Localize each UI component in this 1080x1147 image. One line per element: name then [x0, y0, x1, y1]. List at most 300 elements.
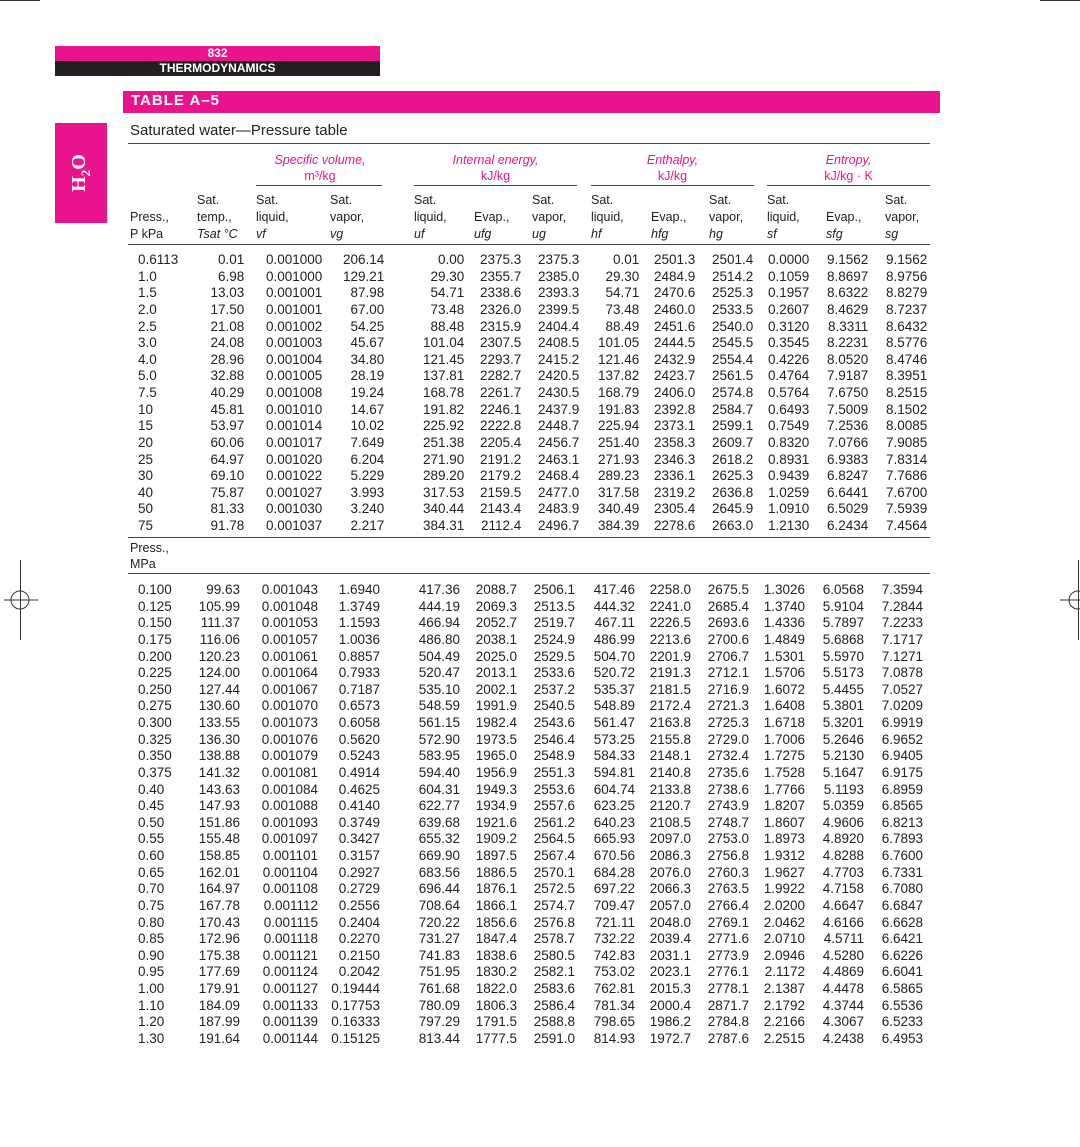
table-cell: 2545.5 — [712, 335, 754, 351]
table-cell: 721.11 — [594, 914, 635, 930]
table-row — [128, 452, 929, 469]
table-cell: 2554.4 — [712, 351, 754, 367]
table-cell: 2784.8 — [707, 1014, 749, 1030]
table-cell: 7.2536 — [827, 418, 869, 434]
table-cell: 138.88 — [198, 748, 240, 764]
table-cell: 2663.0 — [712, 518, 754, 533]
group-internal-energy — [414, 152, 577, 184]
table-cell: 2155.8 — [649, 731, 691, 747]
table-cell: 0.75 — [138, 897, 165, 913]
table-cell: 8.4629 — [827, 301, 869, 317]
table-cell: 2088.7 — [475, 582, 517, 597]
table-row — [128, 252, 929, 269]
group-title: Internal energy, — [452, 153, 539, 167]
table-cell: 720.22 — [418, 914, 460, 930]
table-cell: 6.8213 — [881, 814, 923, 830]
table-cell: 1956.9 — [475, 764, 517, 780]
table-cell: 2086.3 — [649, 848, 691, 863]
table-row — [128, 632, 925, 649]
table-cell: 548.89 — [593, 698, 635, 714]
table-row — [128, 732, 925, 749]
table-cell: 8.3311 — [828, 318, 869, 334]
table-cell: 0.001022 — [265, 468, 323, 484]
table-row — [128, 748, 925, 765]
table-cell: 444.32 — [593, 598, 635, 614]
table-cell: 0.8320 — [768, 434, 810, 450]
table-cell: 136.30 — [198, 731, 240, 747]
table-cell: 0.40 — [138, 781, 165, 797]
table-row — [128, 518, 929, 535]
table-cell: 0.001043 — [261, 582, 318, 597]
table-cell: 1856.6 — [475, 914, 517, 930]
table-cell: 5.2130 — [822, 748, 864, 764]
column-header-line: hg — [709, 227, 723, 241]
table-cell: 2483.9 — [538, 501, 580, 517]
table-cell: 69.10 — [210, 468, 245, 484]
table-label-bar — [123, 91, 940, 113]
table-cell: 1.7766 — [763, 781, 805, 797]
table-cell: 2133.8 — [649, 781, 691, 797]
table-cell: 7.9187 — [827, 368, 869, 384]
table-cell: 2778.1 — [707, 981, 749, 996]
table-cell: 2097.0 — [649, 831, 691, 847]
table-cell: 127.44 — [198, 681, 240, 697]
table-cell: 2599.1 — [712, 418, 754, 434]
table-cell: 1.0259 — [768, 484, 810, 500]
table-cell: 64.97 — [210, 451, 245, 467]
table-cell: 4.6166 — [822, 914, 864, 930]
table-cell: 2484.9 — [654, 268, 696, 284]
table-cell: 19.24 — [350, 385, 385, 400]
table-cell: 2.0 — [138, 301, 157, 317]
table-cell: 2567.4 — [533, 848, 575, 863]
table-cell: 7.4564 — [886, 518, 928, 533]
table-cell: 0.2042 — [338, 964, 380, 980]
table-cell: 2451.6 — [654, 318, 696, 334]
table-cell: 0.0000 — [768, 252, 810, 267]
table-cell: 5.3801 — [822, 698, 864, 714]
table-cell: 0.001053 — [261, 615, 318, 631]
table-cell: 2743.9 — [707, 798, 749, 814]
table-row — [128, 848, 925, 865]
table-cell: 1986.2 — [649, 1014, 691, 1030]
table-cell: 670.56 — [593, 848, 635, 863]
table-cell: 60.06 — [210, 434, 245, 450]
page-number: 832 — [55, 46, 380, 61]
table-cell: 7.0209 — [881, 698, 923, 714]
h2o-side-tab-label: $H_2O$ — [68, 154, 93, 192]
group-title: Entropy, — [825, 153, 872, 167]
table-cell: 2533.5 — [712, 301, 754, 317]
table-cell: 2582.1 — [533, 964, 575, 980]
table-cell: 251.38 — [423, 434, 465, 450]
table-cell: 2.217 — [350, 518, 385, 533]
table-cell: 2.2515 — [763, 1030, 805, 1046]
column-header-line: hfg — [651, 227, 669, 241]
table-cell: 0.2404 — [338, 914, 380, 930]
table-cell: 0.2729 — [338, 881, 380, 897]
table-cell: 0.001064 — [261, 665, 318, 681]
table-cell: 0.001073 — [261, 715, 318, 730]
table-cell: 2625.3 — [712, 468, 754, 484]
table-cell: 6.204 — [350, 451, 385, 467]
table-cell: 1.0 — [138, 268, 157, 284]
table-cell: 0.1059 — [768, 268, 810, 284]
table-cell: 1886.5 — [475, 864, 517, 880]
table-cell: 1838.6 — [475, 947, 517, 963]
table-cell: 1822.0 — [475, 981, 517, 996]
table-cell: 2336.1 — [654, 468, 696, 484]
table-cell: 1.8207 — [763, 798, 805, 814]
table-cell: 655.32 — [418, 831, 460, 847]
table-cell: 1.10 — [138, 997, 165, 1013]
column-header-line: liquid, — [591, 210, 624, 224]
table-cell: 2375.3 — [480, 252, 522, 267]
table-cell: 73.48 — [605, 301, 640, 317]
table-cell: 762.81 — [593, 981, 635, 996]
table-row — [128, 468, 929, 485]
table-cell: 206.14 — [343, 252, 385, 267]
table-cell: 2748.7 — [707, 814, 749, 830]
column-header-line: Sat. — [414, 193, 437, 207]
table-cell: 2444.5 — [654, 335, 696, 351]
table-cell: 2406.0 — [654, 385, 696, 400]
table-cell: 88.49 — [605, 318, 640, 334]
table-cell: 639.68 — [418, 814, 460, 830]
table-cell: 6.5233 — [881, 1014, 923, 1030]
table-cell: 0.001118 — [263, 931, 318, 947]
table-cell: 34.80 — [350, 351, 385, 367]
table-cell: 0.50 — [138, 814, 165, 830]
table-cell: 0.90 — [138, 947, 165, 963]
group-unit: kJ/kg — [657, 169, 688, 183]
table-cell: 6.5865 — [881, 981, 923, 996]
table-cell: 317.58 — [598, 484, 640, 500]
table-cell: 2716.9 — [707, 681, 749, 697]
table-cell: 2013.1 — [475, 665, 517, 681]
table-cell: 4.5711 — [823, 931, 864, 947]
table-cell: 2760.3 — [707, 864, 749, 880]
table-cell: 8.5776 — [886, 335, 928, 351]
table-cell: 29.30 — [605, 268, 640, 284]
table-cell: 0.001000 — [265, 252, 323, 267]
column-header-line: ug — [532, 227, 546, 241]
table-cell: 0.001017 — [265, 434, 323, 450]
table-cell: 504.49 — [418, 648, 460, 664]
table-cell: 101.05 — [598, 335, 640, 351]
table-cell: 130.60 — [198, 698, 240, 714]
table-cell: 665.93 — [593, 831, 635, 847]
table-row — [128, 319, 929, 336]
table-cell: 798.65 — [593, 1014, 635, 1030]
table-cell: 73.48 — [430, 301, 465, 317]
table-cell: 0.7549 — [768, 418, 810, 434]
table-cell: 6.7080 — [881, 881, 923, 897]
table-cell: 2513.5 — [533, 598, 575, 614]
group-entropy — [767, 152, 930, 184]
table-cell: 2315.9 — [480, 318, 522, 334]
table-cell: 0.8857 — [338, 648, 380, 664]
table-cell: 1934.9 — [475, 798, 517, 814]
table-cell: 0.2150 — [338, 947, 380, 963]
table-cell: 6.98 — [218, 268, 245, 284]
column-header-line: vg — [330, 227, 344, 241]
table-cell: 0.300 — [138, 715, 172, 730]
table-cell: 0.7933 — [338, 665, 380, 681]
table-cell: 2246.1 — [480, 401, 522, 417]
mpa-label-line2: MPa — [130, 557, 156, 571]
column-header-line: liquid, — [256, 210, 289, 224]
table-cell: 191.64 — [198, 1030, 240, 1046]
table-cell: 1.9627 — [763, 864, 805, 880]
table-cell: 572.90 — [418, 731, 460, 747]
table-cell: 2456.7 — [538, 434, 580, 450]
table-cell: 2540.0 — [712, 318, 754, 334]
table-cell: 28.19 — [350, 368, 385, 384]
table-cell: 669.90 — [418, 848, 460, 863]
table-cell: 0.01 — [218, 252, 245, 267]
table-cell: 2172.4 — [649, 698, 691, 714]
table-cell: 814.93 — [593, 1030, 635, 1046]
table-cell: 1.5706 — [763, 665, 805, 681]
table-cell: 168.78 — [423, 385, 465, 400]
table-cell: 2525.3 — [712, 285, 754, 301]
crop-mark-top-right — [1040, 0, 1080, 1]
table-cell: 251.40 — [598, 434, 640, 450]
table-cell: 4.5280 — [822, 947, 864, 963]
table-cell: 2773.9 — [707, 947, 749, 963]
table-cell: 0.2556 — [338, 897, 380, 913]
table-cell: 91.78 — [210, 518, 245, 533]
table-cell: 2076.0 — [649, 864, 691, 880]
table-row — [128, 831, 925, 848]
table-cell: 0.45 — [138, 798, 165, 814]
table-row — [128, 948, 925, 965]
table-cell: 7.649 — [350, 434, 385, 450]
table-row — [128, 915, 925, 932]
table-cell: 0.100 — [138, 582, 172, 597]
column-header-line: liquid, — [414, 210, 447, 224]
table-cell: 732.22 — [593, 931, 635, 947]
table-cell: 2282.7 — [480, 368, 522, 384]
table-cell: 0.001127 — [262, 981, 318, 996]
table-cell: 697.22 — [593, 881, 635, 897]
table-cell: 4.3067 — [822, 1014, 864, 1030]
table-cell: 8.9756 — [886, 268, 928, 284]
table-cell: 147.93 — [198, 798, 240, 814]
table-cell: 0.001121 — [262, 947, 318, 963]
table-cell: 3.993 — [350, 484, 385, 500]
mpa-label-line1: Press., — [130, 541, 169, 555]
group-rule — [591, 185, 754, 186]
table-cell: 0.7187 — [338, 681, 380, 697]
table-cell: 170.43 — [198, 914, 240, 930]
table-cell: 0.2270 — [338, 931, 380, 947]
table-cell: 5.3201 — [822, 715, 864, 730]
table-cell: 0.001003 — [265, 335, 323, 351]
table-cell: 6.8247 — [827, 468, 869, 484]
table-cell: 7.0527 — [881, 681, 923, 697]
table-cell: 741.83 — [418, 947, 460, 963]
table-cell: 25 — [138, 451, 154, 467]
group-unit: m³/kg — [304, 169, 336, 183]
table-cell: 158.85 — [198, 848, 240, 863]
table-cell: 1.6940 — [338, 582, 380, 597]
table-cell: 0.8931 — [768, 451, 810, 467]
table-cell: 2108.5 — [649, 814, 691, 830]
table-cell: 0.2927 — [338, 864, 380, 880]
table-cell: 6.5536 — [881, 997, 923, 1013]
table-cell: 15 — [138, 418, 154, 434]
table-row — [128, 582, 925, 599]
table-cell: 0.001079 — [261, 748, 318, 764]
table-cell: 2576.8 — [533, 914, 575, 930]
table-cell: 0.4140 — [338, 798, 380, 814]
table-cell: 604.74 — [593, 781, 635, 797]
table-cell: 8.8279 — [886, 285, 928, 301]
table-cell: 6.9652 — [881, 731, 923, 747]
table-cell: 2636.8 — [712, 484, 754, 500]
table-cell: 8.8697 — [827, 268, 869, 284]
table-cell: 2393.3 — [538, 285, 580, 301]
table-cell: 40.29 — [210, 385, 245, 400]
table-cell: 2766.4 — [707, 897, 749, 913]
table-cell: 2326.0 — [480, 301, 522, 317]
group-specific-volume — [256, 152, 384, 184]
table-cell: 6.2434 — [827, 518, 869, 533]
table-cell: 4.2438 — [822, 1030, 864, 1046]
table-cell: 2069.3 — [475, 598, 517, 614]
table-cell: 225.94 — [598, 418, 640, 434]
table-cell: 2540.5 — [533, 698, 575, 714]
table-cell: 2191.2 — [480, 451, 522, 467]
table-cell: 622.77 — [418, 798, 460, 814]
table-cell: 4.8288 — [822, 848, 864, 863]
column-header-line: ufg — [474, 227, 492, 241]
table-cell: 7.2233 — [881, 615, 923, 631]
table-cell: 0.001057 — [261, 631, 318, 647]
table-cell: 6.9175 — [881, 764, 923, 780]
table-cell: 0.55 — [138, 831, 165, 847]
table-cell: 6.8959 — [881, 781, 923, 797]
table-cell: 87.98 — [350, 285, 385, 301]
table-cell: 684.28 — [593, 864, 635, 880]
table-cell: 28.96 — [210, 351, 245, 367]
table-cell: 7.1717 — [881, 631, 923, 647]
table-cell: 2385.0 — [538, 268, 580, 284]
table-cell: 2420.5 — [538, 368, 580, 384]
table-cell: 143.63 — [198, 781, 240, 797]
table-cell: 0.70 — [138, 881, 165, 897]
table-cell: 2258.0 — [649, 582, 691, 597]
table-row — [128, 352, 929, 369]
table-cell: 0.15125 — [331, 1030, 380, 1046]
table-cell: 4.6647 — [822, 897, 864, 913]
table-cell: 88.48 — [430, 318, 465, 334]
table-cell: 2586.4 — [533, 997, 575, 1013]
table-cell: 54.71 — [605, 285, 640, 301]
table-cell: 7.2844 — [881, 598, 923, 614]
table-cell: 4.4869 — [822, 964, 864, 980]
table-cell: 0.001008 — [265, 385, 323, 400]
table-cell: 133.55 — [198, 715, 240, 730]
table-cell: 7.1271 — [881, 648, 923, 664]
table-cell: 1897.5 — [475, 848, 517, 863]
table-cell: 0.3157 — [338, 848, 380, 863]
table-cell: 1.00 — [138, 981, 165, 996]
table-cell: 191.83 — [598, 401, 640, 417]
table-cell: 4.7703 — [822, 864, 864, 880]
table-cell: 1.0036 — [338, 631, 380, 647]
table-cell: 0.150 — [138, 615, 172, 631]
table-cell: 2.1792 — [763, 997, 805, 1013]
table-cell: 0.001014 — [265, 418, 323, 434]
table-cell: 1847.4 — [475, 931, 517, 947]
table-cell: 0.001144 — [262, 1030, 318, 1046]
table-cell: 317.53 — [423, 484, 465, 500]
table-cell: 54.25 — [350, 318, 385, 334]
table-cell: 2.0946 — [763, 947, 805, 963]
table-cell: 594.40 — [418, 764, 460, 780]
table-cell: 2564.5 — [533, 831, 575, 847]
table-cell: 32.88 — [210, 368, 245, 384]
header-bottom-rule — [128, 244, 930, 245]
table-cell: 2432.9 — [654, 351, 696, 367]
table-cell: 179.91 — [198, 981, 240, 996]
table-row — [128, 435, 929, 452]
table-cell: 53.97 — [210, 418, 245, 434]
table-cell: 2002.1 — [475, 681, 517, 697]
column-header-line: Evap., — [826, 210, 862, 224]
table-cell: 640.23 — [593, 814, 635, 830]
column-header-line: sfg — [826, 227, 843, 241]
table-cell: 2583.6 — [533, 981, 575, 996]
table-cell: 2561.2 — [533, 814, 575, 830]
column-header-line: Tsat °C — [197, 227, 238, 241]
column-header-line: Evap., — [651, 210, 687, 224]
table-cell: 0.6573 — [338, 698, 380, 714]
table-row — [128, 798, 925, 815]
table-row — [128, 782, 925, 799]
table-cell: 0.6113 — [138, 252, 179, 267]
table-cell: 5.0 — [138, 368, 157, 384]
table-cell: 2477.0 — [538, 484, 580, 500]
table-row — [128, 649, 925, 666]
table-cell: 2241.0 — [649, 598, 691, 614]
table-cell: 1965.0 — [475, 748, 517, 764]
group-title: Specific volume, — [274, 153, 366, 167]
table-cell: 5.0359 — [822, 798, 864, 814]
table-cell: 2.0200 — [763, 897, 805, 913]
table-cell: 2574.8 — [712, 385, 754, 400]
column-header-line: temp., — [197, 210, 232, 224]
table-cell: 2319.2 — [654, 484, 696, 500]
table-cell: 0.375 — [138, 764, 172, 780]
table-cell: 101.04 — [423, 335, 465, 351]
table-cell: 0.3749 — [338, 814, 380, 830]
table-cell: 2159.5 — [480, 484, 522, 500]
table-cell: 2143.4 — [480, 501, 522, 517]
table-row — [128, 501, 929, 518]
table-cell: 2278.6 — [654, 518, 696, 533]
column-header-line: vf — [256, 227, 266, 241]
column-header-line: Sat. — [532, 193, 555, 207]
table-cell: 2732.4 — [707, 748, 749, 764]
table-cell: 5.2646 — [822, 731, 864, 747]
table-cell: 2776.1 — [707, 964, 749, 980]
table-cell: 2570.1 — [533, 864, 575, 880]
crop-mark-top-left — [0, 0, 40, 1]
